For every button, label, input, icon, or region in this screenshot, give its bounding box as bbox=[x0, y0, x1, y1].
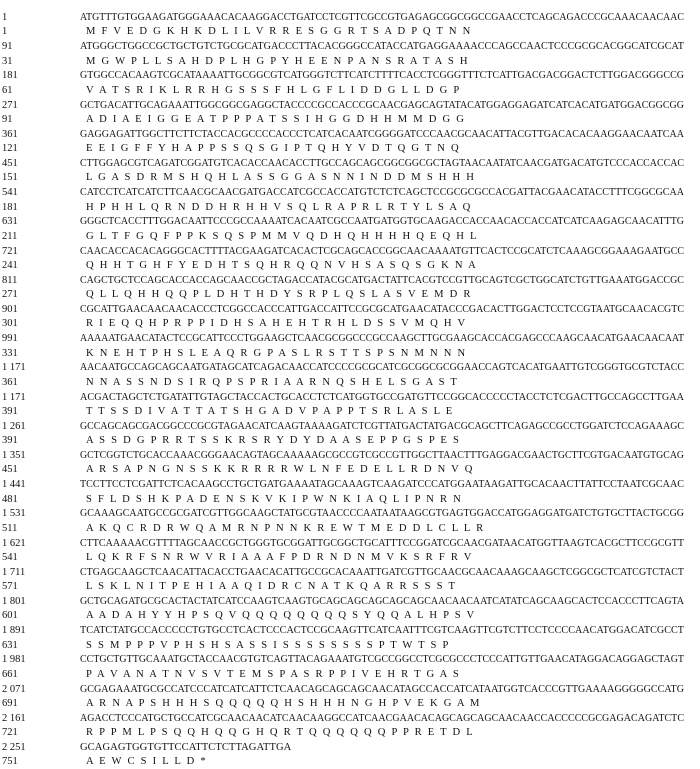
nucleotide-position-number: 1 bbox=[2, 12, 8, 23]
amino-acid-sequence-line: R P P M L P S Q Q H Q Q G H Q R T Q Q Q Q Q Q P P R E T D L bbox=[86, 727, 473, 739]
nucleotide-sequence-line: GCTGACATTGCAGAAATTGGCGGCGAGGCTACCCCGCCACCCGCAACGAGCAGTATACATGGAGGAGATCATCACATGATGGACGGCGG bbox=[80, 99, 684, 111]
nucleotide-sequence-line: AACAATGCCAGCAGCAATGATAGCATCAGACAACCATCCCCGCGCATCGCGGCGCGGAACCAGTCACATGAATTGTCGGGTGCGTCTACC bbox=[80, 362, 685, 374]
amino-acid-sequence-line: A S S D G P R R T S S K R S R Y D Y D A A S E P P G S P E S bbox=[86, 435, 459, 447]
amino-acid-position-number: 511 bbox=[2, 522, 18, 534]
nucleotide-sequence-line: ACGACTAGCTCTGATATTGTAGCTACCACTGCACCTCTCATGGTGCCGATGTTCCGGCACCCCCTACCTCTCGACTTGCCAGCCTTGAA bbox=[80, 391, 685, 403]
amino-acid-sequence-line: Q H H T G H F Y E D H T S Q H R Q Q N V H S A S Q S G K N A bbox=[86, 260, 476, 271]
nucleotide-position-number: 811 bbox=[2, 274, 18, 286]
amino-acid-position-number: 301 bbox=[2, 318, 18, 330]
nucleotide-position-number: 451 bbox=[2, 158, 18, 169]
nucleotide-position-number: 361 bbox=[2, 128, 18, 140]
nucleotide-sequence-line: CAACACCACACAGGGCACTTTTACGAAGATCACACTCGCAGCACCGGCAACAAAATGTTCACTCCGCATCTCAAAGCGGAAAGAATGCC bbox=[80, 245, 685, 257]
nucleotide-position-number: 1 981 bbox=[2, 654, 26, 666]
amino-acid-position-number: 151 bbox=[2, 172, 18, 184]
amino-acid-position-number: 361 bbox=[2, 376, 18, 388]
nucleotide-sequence-line: CTGAGCAAGCTCAACATTACACCTGAACACATTGCCGCACAAATTGATCGTTGCAACGCAACAAAGCAAGCTCGGCGCTCATCGTCTACT bbox=[80, 566, 685, 578]
amino-acid-position-number: 691 bbox=[2, 698, 18, 709]
nucleotide-sequence-line: CTTGGAGCGTCAGATCGGATGTCACACCAACACCTTGCCAGCAGCGGCGGCGCTAGTAACAATATCAACGATGACATGTCCCACCACCAC bbox=[80, 158, 685, 169]
amino-acid-sequence-line: A D I A E I G G E A T P P P A T S S I H G G D H H M M D G G bbox=[86, 114, 464, 125]
nucleotide-sequence-line: CATCCTCATCATCTTCAACGCAACGATGACCATCGCCACCATGTCTCTCAGCTCCGCGCGCCACGATTACGAACATACCTTTCGGCGCAA bbox=[80, 187, 685, 199]
nucleotide-sequence-line: ATGTTTGTGGAAGATGGGAAACACAAGGACCTGATCCTCGTTCGCCGTGAGAGCGGCGGCCGAACCTCAGCAGACCCGCAAACAACAAC bbox=[80, 12, 685, 23]
amino-acid-sequence-line: H P H H L Q R N D D H R H H V S Q L R A P R L R T Y L S A Q bbox=[86, 201, 471, 213]
amino-acid-position-number: 721 bbox=[2, 727, 18, 739]
nucleotide-sequence-line: CTTCAAAAACGTTTTAGCAACCGCTGGGTGCGGATTGCGGCTGCATTTCCGGATCGCAACGATAACATGGTTAAGTCACGCTTCCGCGTT bbox=[80, 537, 685, 549]
amino-acid-position-number: 451 bbox=[2, 464, 18, 476]
nucleotide-sequence-line: TCCTTCCTCGATTCTCACAAGCCTGCTGATGAAAATAGCAAAGTCAAGATCCCATGGAATAAGATTGCACAACTTATTCCTAATCGCAAC bbox=[80, 479, 685, 491]
amino-acid-sequence-line: M G W P L L S A H D P L H G P Y H E E N P A N S R A T A S H bbox=[86, 55, 468, 67]
nucleotide-sequence-line: GCAAAGCAATGCCGCGATCGTTGGCAAGCTATGCGTAACCCCAATAATAAGCGTGAGTGGACCATGGAGGATGATCTGTGCTTACTGCGG bbox=[80, 508, 684, 520]
nucleotide-sequence-line: GTGGCCACAAGTCGCATAAAATTGCGGCGTCATGGGTCTTCATCTTTTCACCTCGGGTTTCTCATTGACGACGGACTCTTGGACGGGCCG bbox=[80, 70, 685, 82]
nucleotide-sequence-line: CCTGCTGTTGCAAATGCTACCAACGTGTCAGTTACAGAAATGTCGCCGGCCTCGCGCCCTCCCATTGTTGAACATAGGACAGGAGCTAGT bbox=[80, 654, 685, 666]
nucleotide-position-number: 541 bbox=[2, 187, 18, 199]
nucleotide-sequence-line: CAGCTGCTCCAGCACCACCAGCAACCGCTAGACCATACGCATGACTATTCACGTCCGTTGCAGTCGCTGGCATCTGTTGAAATGGACCGC bbox=[80, 274, 684, 286]
nucleotide-position-number: 991 bbox=[2, 333, 18, 345]
amino-acid-sequence-line: A R S A P N G N S S K K R R R R W L N F E D E L L R D N V Q bbox=[86, 464, 473, 476]
nucleotide-position-number: 2 161 bbox=[2, 712, 26, 724]
nucleotide-position-number: 1 531 bbox=[2, 508, 26, 520]
amino-acid-position-number: 1 bbox=[2, 26, 8, 38]
amino-acid-sequence-line: E E I G F F Y H A P P S S Q S G I P T Q H Y V D T Q G T N Q bbox=[86, 143, 459, 155]
nucleotide-position-number: 181 bbox=[2, 70, 18, 82]
amino-acid-position-number: 391 bbox=[2, 435, 18, 447]
amino-acid-sequence-line: R I E Q Q H P R P P I D H S A H E H T R H L D S S V M Q H V bbox=[86, 318, 466, 330]
nucleotide-position-number: 91 bbox=[2, 41, 13, 53]
amino-acid-sequence-line: V A T S R I K L R R H G S S S F H L G F L I D D G L L D G P bbox=[86, 84, 460, 96]
nucleotide-sequence-line: AGACCTCCCATGCTGCCATCGCAACAACATCAACAAGGCCATCAACGAACACAGCAGCAGCAACAACCACCCCCGCGAGACAGATCTC bbox=[80, 712, 685, 724]
amino-acid-position-number: 601 bbox=[2, 610, 18, 622]
nucleotide-position-number: 1 171 bbox=[2, 391, 26, 403]
amino-acid-sequence-line: L G A S D R M S H Q H L A S S G G A S N N I N D D M S H H H bbox=[86, 172, 474, 184]
amino-acid-sequence-line: Q L L Q H H Q Q P L D H T H D Y S R P L Q S L A S V E M D R bbox=[86, 289, 471, 301]
amino-acid-position-number: 31 bbox=[2, 55, 13, 67]
amino-acid-position-number: 541 bbox=[2, 552, 18, 563]
amino-acid-position-number: 181 bbox=[2, 201, 18, 213]
amino-acid-position-number: 271 bbox=[2, 289, 18, 301]
amino-acid-sequence-line: A A D A H Y Y H P S Q V Q Q Q Q Q Q Q Q S Y Q Q A L H P S V bbox=[86, 610, 475, 622]
amino-acid-sequence-line: N N A S S N D S I R Q P S P R I A A R N Q S H E L S G A S T bbox=[86, 376, 457, 388]
amino-acid-sequence-line: T T S S D I V A T T A T S H G A D V P A P P T S R L A S L E bbox=[86, 406, 453, 417]
amino-acid-position-number: 571 bbox=[2, 581, 18, 593]
amino-acid-position-number: 661 bbox=[2, 668, 18, 680]
amino-acid-sequence-line: G L T F G Q F P P K S Q S P M M V Q D H Q H H H H Q E Q H L bbox=[86, 230, 477, 242]
nucleotide-sequence-line: GGGCTCACCTTTGGACAATTCCCGCCAAAATCACAATCGCCAATGATGGTGCAAGACCACCAACACCACCATCATCAAGAGCAACATTTG bbox=[80, 216, 684, 228]
nucleotide-sequence-line: GAGGAGATTGGCTTCTTCTACCACGCCCCACCCTCATCACAATCGGGGATCCCAACGCAACATTACGTTGACACACAAGGAACAATCAA bbox=[80, 128, 684, 140]
nucleotide-sequence-line: ATGGGCTGGCCGCTGCTGTCTGCGCATGACCCTTACACGGGCCATACCATGAGGAAAACCCAGCCAACTCCCGCGCACGGCATCGCAT bbox=[80, 41, 684, 53]
amino-acid-sequence-line: A R N A P S H H H S Q Q Q Q Q H S H H H N G H P V E K G A M bbox=[86, 698, 480, 709]
amino-acid-position-number: 391 bbox=[2, 406, 18, 417]
nucleotide-position-number: 271 bbox=[2, 99, 18, 111]
nucleotide-sequence-line: AAAAATGAACATACTCCGCATTCCCTGGAAGCTCAACGCGGCCCGCCAAGCTTGCGAAGCACCACGAGCCCAAGCAACATGAACAACAAT bbox=[80, 333, 684, 345]
amino-acid-position-number: 481 bbox=[2, 493, 18, 505]
nucleotide-sequence-line: CGCATTGAACAACAACACCCTCGGCCACCCATTGACCATTCCGCGCATGAACATACCCGACACTTGGACTCCTCCGTAATGCAACACGTC bbox=[80, 304, 685, 315]
amino-acid-position-number: 751 bbox=[2, 756, 18, 768]
nucleotide-position-number: 901 bbox=[2, 304, 18, 315]
nucleotide-sequence-line: GCGAGAAATGCGCCATCCCATCATCATTCTCAACAGCAGCAGCAACATAGCCACCATCATAATGGTCACCCGTTGAAAAGGGGGCCATG bbox=[80, 683, 684, 695]
amino-acid-sequence-line: L Q K R F S N R W V R I A A A F P D R N D N M V K S R F R V bbox=[86, 552, 472, 563]
amino-acid-position-number: 241 bbox=[2, 260, 18, 271]
nucleotide-position-number: 2 251 bbox=[2, 742, 26, 753]
nucleotide-position-number: 1 891 bbox=[2, 625, 26, 637]
nucleotide-position-number: 1 171 bbox=[2, 362, 26, 374]
amino-acid-position-number: 631 bbox=[2, 639, 18, 651]
amino-acid-sequence-line: A E W C S I L L D * bbox=[86, 756, 206, 768]
nucleotide-sequence-line: TCATCTATGCCACCCCCTGTGCCTCACTCCCACTCCGCAAGTTCATCAATTTCGTCAAGTTCGTCTTCCTCCCCAACATGGACATCGCCT bbox=[80, 625, 684, 637]
nucleotide-position-number: 1 351 bbox=[2, 450, 26, 461]
amino-acid-sequence-line: M F V E D G K H K D L I L V R R E S G G R T S A D P Q T N N bbox=[86, 26, 471, 38]
amino-acid-sequence-line: A K Q C R D R W Q A M R N P N N K R E W T M E D D L C L L R bbox=[86, 522, 484, 534]
amino-acid-position-number: 331 bbox=[2, 347, 18, 359]
nucleotide-sequence-line: GCTCGGTCTGCACCAAACGGGAACAGTAGCAAAAAGCGCCGTCGCCGTTGGCTTAACTTTGAGGACGAACTGCTTCGTGACAATGTGCAG bbox=[80, 450, 685, 461]
nucleotide-position-number: 2 071 bbox=[2, 683, 26, 695]
nucleotide-sequence-line: GCCAGCAGCGACGGCCCGCGTAGAACATCAAGTAAAAGATCTCGTTATGACTATGACGCAGCTTCAGAGCCGCCTGGATCTCCAGAAAGC bbox=[80, 420, 684, 432]
nucleotide-position-number: 1 441 bbox=[2, 479, 26, 491]
amino-acid-position-number: 211 bbox=[2, 230, 18, 242]
amino-acid-position-number: 121 bbox=[2, 143, 18, 155]
nucleotide-position-number: 721 bbox=[2, 245, 18, 257]
nucleotide-position-number: 1 711 bbox=[2, 566, 26, 578]
amino-acid-sequence-line: S F L D S H K P A D E N S K V K I P W N K I A Q L I P N R N bbox=[86, 493, 461, 505]
amino-acid-sequence-line: P A V A N A T N V S V T E M S P A S R P P I V E H R T G A S bbox=[86, 668, 459, 680]
nucleotide-sequence-line: GCTGCAGATGCGCACTACTATCATCCAAGTCAAGTGCAGCAGCAGCAGCAGCAACAACAATCATATCAGCAAGCACTCCACCCTTCAGTA bbox=[80, 596, 685, 607]
amino-acid-sequence-line: S S M P P P V P H S H S A S S I S S S S S S S S P T W T S P bbox=[86, 639, 449, 651]
amino-acid-position-number: 61 bbox=[2, 84, 13, 96]
nucleotide-sequence-line: GCAGAGTGGTGTTCCATTCTCTTAGATTGA bbox=[80, 742, 292, 753]
nucleotide-position-number: 1 261 bbox=[2, 420, 26, 432]
amino-acid-position-number: 91 bbox=[2, 114, 13, 125]
amino-acid-sequence-line: K N E H T P H S L E A Q R G P A S L R S T T S P S N M N N N bbox=[86, 347, 466, 359]
amino-acid-sequence-line: L S K L N I T P E H I A A Q I D R C N A T K Q A R R S S S T bbox=[86, 581, 455, 593]
nucleotide-position-number: 1 801 bbox=[2, 596, 26, 607]
nucleotide-position-number: 1 621 bbox=[2, 537, 26, 549]
nucleotide-position-number: 631 bbox=[2, 216, 18, 228]
